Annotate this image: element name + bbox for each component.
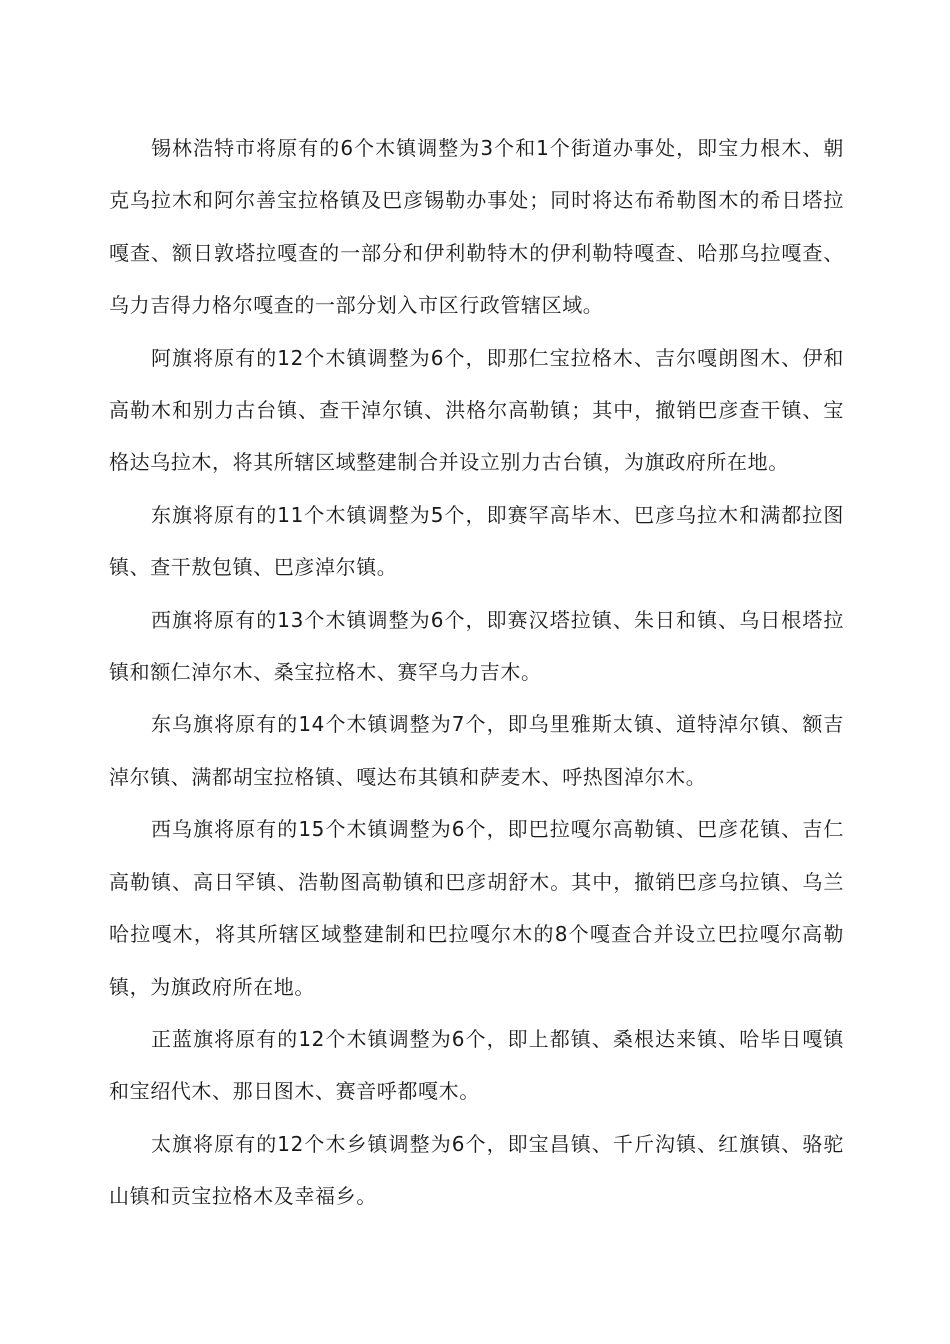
paragraph-abag-banner: 阿旗将原有的12个木镇调整为6个，即那仁宝拉格木、吉尔嘎朗图木、伊和高勒木和别力古台镇、查干淖尔镇、洪格尔高勒镇；其中，撤销巴彦查干镇、宝格达乌拉木，将其所辖区域整建制合并设立别力古台镇，为旗政府所在地。 (109, 345, 844, 475)
paragraph-taibus-banner: 太旗将原有的12个木乡镇调整为6个，即宝昌镇、千斤沟镇、红旗镇、骆驼山镇和贡宝拉格木及幸福乡。 (109, 1131, 844, 1209)
paragraph-xilinhot: 锡林浩特市将原有的6个木镇调整为3个和1个街道办事处，即宝力根木、朝克乌拉木和阿尔善宝拉格镇及巴彦锡勒办事处；同时将达布希勒图木的希日塔拉嘎查、额日敦塔拉嘎查的一部分和伊利勒特木的伊利勒特嘎查、哈那乌拉嘎查、乌力吉得力格尔嘎查的一部分划入市区行政管辖区域。 (109, 136, 844, 318)
paragraph-east-sonid-banner: 东旗将原有的11个木镇调整为5个，即赛罕高毕木、巴彦乌拉木和满都拉图镇、查干敖包镇、巴彦淖尔镇。 (109, 502, 844, 580)
paragraph-west-ujimqin-banner: 西乌旗将原有的15个木镇调整为6个，即巴拉嘎尔高勒镇、巴彦花镇、吉仁高勒镇、高日罕镇、浩勒图高勒镇和巴彦胡舒木。其中，撤销巴彦乌拉镇、乌兰哈拉嘎木，将其所辖区域整建制和巴拉嘎尔木的8个嘎查合并设立巴拉嘎尔高勒镇，为旗政府所在地。 (109, 817, 844, 999)
paragraph-plain-blue-banner: 正蓝旗将原有的12个木镇调整为6个，即上都镇、桑根达来镇、哈毕日嘎镇和宝绍代木、那日图木、赛音呼都嘎木。 (109, 1026, 844, 1104)
paragraph-west-sonid-banner: 西旗将原有的13个木镇调整为6个，即赛汉塔拉镇、朱日和镇、乌日根塔拉镇和额仁淖尔木、桑宝拉格木、赛罕乌力吉木。 (109, 607, 844, 685)
paragraph-east-ujimqin-banner: 东乌旗将原有的14个木镇调整为7个，即乌里雅斯太镇、道特淖尔镇、额吉淖尔镇、满都胡宝拉格镇、嘎达布其镇和萨麦木、呼热图淖尔木。 (109, 712, 844, 789)
document-body (109, 122, 844, 1223)
